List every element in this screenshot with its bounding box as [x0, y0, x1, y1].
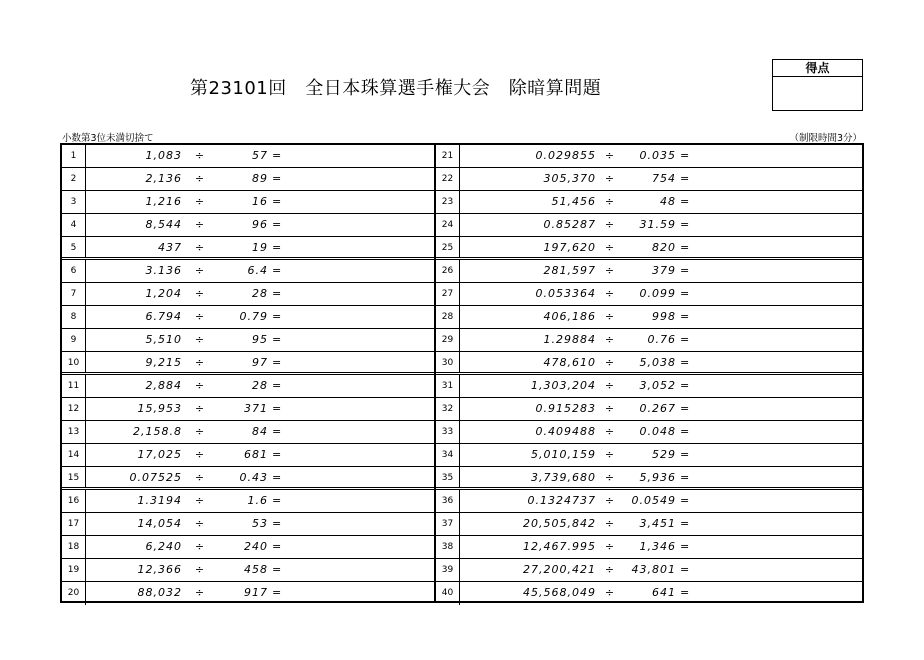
- problem-number: 10: [62, 352, 86, 372]
- dividend: 2,884: [145, 379, 182, 392]
- divide-sign: ÷: [194, 448, 206, 461]
- problem-number: 36: [436, 490, 460, 512]
- answer-field[interactable]: [702, 306, 862, 328]
- divisor: 0.43: [239, 471, 268, 484]
- problem-row: [62, 582, 434, 605]
- problem-row: [436, 582, 862, 605]
- equals-sign: =: [272, 379, 283, 392]
- dividend: 8,544: [145, 218, 182, 231]
- problem-row: [62, 375, 434, 398]
- dividend: 12,467.995: [523, 540, 596, 553]
- answer-field[interactable]: [702, 375, 862, 397]
- problem-number: 35: [436, 467, 460, 487]
- equals-sign: =: [680, 195, 691, 208]
- divisor: 1,346: [639, 540, 676, 553]
- equals-sign: =: [680, 563, 691, 576]
- divide-sign: ÷: [604, 540, 616, 553]
- page-title: 第23101回 全日本珠算選手権大会 除暗算問題: [190, 78, 602, 99]
- problem-number: 37: [436, 513, 460, 535]
- divisor: 96: [252, 218, 268, 231]
- dividend: 88,032: [137, 586, 182, 599]
- problem-column-right: [436, 145, 862, 601]
- problem-number: 30: [436, 352, 460, 372]
- problem-number: 3: [62, 191, 86, 213]
- problem-row: [436, 191, 862, 214]
- divide-sign: ÷: [604, 310, 616, 323]
- answer-field[interactable]: [294, 421, 434, 443]
- divisor: 5,936: [639, 471, 676, 484]
- answer-field[interactable]: [294, 260, 434, 282]
- divisor: 0.048: [639, 425, 676, 438]
- problem-number: 38: [436, 536, 460, 558]
- equals-sign: =: [680, 172, 691, 185]
- divisor: 0.76: [647, 333, 676, 346]
- problem-row: [436, 375, 862, 398]
- score-box: [772, 59, 863, 111]
- answer-field[interactable]: [702, 536, 862, 558]
- dividend: 12,366: [137, 563, 182, 576]
- dividend: 0.07525: [129, 471, 182, 484]
- problem-row: [62, 513, 434, 536]
- problem-number: 22: [436, 168, 460, 190]
- divisor: 681: [244, 448, 268, 461]
- divisor: 5,038: [639, 356, 676, 369]
- divisor: 0.099: [639, 287, 676, 300]
- answer-field[interactable]: [702, 191, 862, 213]
- divide-sign: ÷: [194, 425, 206, 438]
- answer-field[interactable]: [702, 145, 862, 167]
- divide-sign: ÷: [604, 356, 616, 369]
- equals-sign: =: [680, 379, 691, 392]
- divisor: 53: [252, 517, 268, 530]
- answer-field[interactable]: [294, 237, 434, 257]
- dividend: 0.053364: [535, 287, 596, 300]
- problem-number: 27: [436, 283, 460, 305]
- answer-field[interactable]: [294, 444, 434, 466]
- rounding-note: 小数第3位未満切捨て: [62, 133, 154, 144]
- dividend: 27,200,421: [523, 563, 596, 576]
- answer-field[interactable]: [702, 329, 862, 351]
- divisor: 19: [252, 241, 268, 254]
- divisor: 84: [252, 425, 268, 438]
- problem-number: 11: [62, 375, 86, 397]
- dividend: 6,240: [145, 540, 182, 553]
- problem-number: 40: [436, 582, 460, 605]
- answer-field[interactable]: [702, 467, 862, 487]
- problem-number: 39: [436, 559, 460, 581]
- equals-sign: =: [272, 471, 283, 484]
- dividend: 0.029855: [535, 149, 596, 162]
- equals-sign: =: [272, 586, 283, 599]
- dividend: 5,010,159: [531, 448, 596, 461]
- problem-row: [62, 214, 434, 237]
- divisor: 43,801: [631, 563, 676, 576]
- problem-number: 15: [62, 467, 86, 487]
- problem-row: [436, 214, 862, 237]
- answer-field[interactable]: [294, 191, 434, 213]
- divisor: 998: [652, 310, 676, 323]
- problem-number: 23: [436, 191, 460, 213]
- equals-sign: =: [680, 448, 691, 461]
- answer-field[interactable]: [702, 214, 862, 236]
- score-label: 得点: [773, 60, 862, 77]
- problem-number: 5: [62, 237, 86, 257]
- divisor: 3,451: [639, 517, 676, 530]
- answer-field[interactable]: [702, 582, 862, 605]
- problem-row: [62, 467, 434, 490]
- answer-field[interactable]: [294, 306, 434, 328]
- divisor: 95: [252, 333, 268, 346]
- dividend: 3.136: [145, 264, 182, 277]
- answer-field[interactable]: [702, 237, 862, 257]
- answer-field[interactable]: [294, 283, 434, 305]
- problem-sheet: [60, 143, 864, 603]
- divide-sign: ÷: [194, 241, 206, 254]
- problem-row: [62, 191, 434, 214]
- divisor: 28: [252, 287, 268, 300]
- problem-number: 4: [62, 214, 86, 236]
- divide-sign: ÷: [194, 471, 206, 484]
- divide-sign: ÷: [194, 356, 206, 369]
- problem-number: 31: [436, 375, 460, 397]
- problem-number: 21: [436, 145, 460, 167]
- divide-sign: ÷: [604, 402, 616, 415]
- divisor: 16: [252, 195, 268, 208]
- divisor: 0.035: [639, 149, 676, 162]
- problem-number: 20: [62, 582, 86, 605]
- divide-sign: ÷: [194, 287, 206, 300]
- problem-row: [62, 421, 434, 444]
- problem-number: 26: [436, 260, 460, 282]
- divisor: 31.59: [639, 218, 676, 231]
- answer-field[interactable]: [702, 513, 862, 535]
- problem-row: [436, 421, 862, 444]
- divisor: 28: [252, 379, 268, 392]
- divisor: 89: [252, 172, 268, 185]
- answer-field[interactable]: [294, 513, 434, 535]
- divide-sign: ÷: [194, 540, 206, 553]
- divide-sign: ÷: [194, 149, 206, 162]
- equals-sign: =: [680, 402, 691, 415]
- divide-sign: ÷: [604, 448, 616, 461]
- divide-sign: ÷: [604, 425, 616, 438]
- divide-sign: ÷: [604, 172, 616, 185]
- dividend: 0.1324737: [527, 494, 596, 507]
- equals-sign: =: [272, 425, 283, 438]
- divisor: 240: [244, 540, 268, 553]
- divide-sign: ÷: [194, 586, 206, 599]
- dividend: 6.794: [145, 310, 182, 323]
- problem-row: [436, 467, 862, 490]
- answer-field[interactable]: [294, 145, 434, 167]
- problem-row: [436, 444, 862, 467]
- equals-sign: =: [272, 310, 283, 323]
- dividend: 281,597: [543, 264, 596, 277]
- time-limit-note: （制限時間3分）: [789, 133, 862, 144]
- problem-row: [436, 260, 862, 283]
- problem-number: 1: [62, 145, 86, 167]
- answer-field[interactable]: [294, 168, 434, 190]
- equals-sign: =: [272, 494, 283, 507]
- divisor: 3,052: [639, 379, 676, 392]
- problem-number: 6: [62, 260, 86, 282]
- equals-sign: =: [272, 333, 283, 346]
- dividend: 0.915283: [535, 402, 596, 415]
- problem-row: [62, 536, 434, 559]
- dividend: 17,025: [137, 448, 182, 461]
- dividend: 1.29884: [543, 333, 596, 346]
- equals-sign: =: [680, 310, 691, 323]
- answer-field[interactable]: [702, 398, 862, 420]
- problem-number: 24: [436, 214, 460, 236]
- answer-field[interactable]: [702, 559, 862, 581]
- problem-number: 14: [62, 444, 86, 466]
- dividend: 15,953: [137, 402, 182, 415]
- divisor: 371: [244, 402, 268, 415]
- problem-row: [62, 145, 434, 168]
- answer-field[interactable]: [294, 536, 434, 558]
- answer-field[interactable]: [702, 352, 862, 372]
- problem-number: 2: [62, 168, 86, 190]
- divisor: 0.0549: [631, 494, 676, 507]
- answer-field[interactable]: [294, 329, 434, 351]
- dividend: 437: [158, 241, 182, 254]
- problem-number: 13: [62, 421, 86, 443]
- divide-sign: ÷: [604, 287, 616, 300]
- equals-sign: =: [680, 356, 691, 369]
- divide-sign: ÷: [604, 379, 616, 392]
- divide-sign: ÷: [194, 494, 206, 507]
- equals-sign: =: [680, 287, 691, 300]
- divisor: 57: [252, 149, 268, 162]
- equals-sign: =: [680, 586, 691, 599]
- answer-field[interactable]: [702, 283, 862, 305]
- divide-sign: ÷: [194, 310, 206, 323]
- problem-row: [436, 329, 862, 352]
- answer-field[interactable]: [702, 168, 862, 190]
- dividend: 45,568,049: [523, 586, 596, 599]
- problem-column-left: [62, 145, 434, 601]
- divide-sign: ÷: [604, 471, 616, 484]
- equals-sign: =: [680, 264, 691, 277]
- problem-number: 29: [436, 329, 460, 351]
- equals-sign: =: [272, 241, 283, 254]
- divisor: 6.4: [247, 264, 268, 277]
- dividend: 3,739,680: [531, 471, 596, 484]
- answer-field[interactable]: [702, 260, 862, 282]
- divide-sign: ÷: [604, 195, 616, 208]
- divisor: 97: [252, 356, 268, 369]
- problem-row: [62, 237, 434, 260]
- equals-sign: =: [680, 149, 691, 162]
- answer-field[interactable]: [294, 352, 434, 372]
- divisor: 458: [244, 563, 268, 576]
- equals-sign: =: [680, 494, 691, 507]
- divisor: 1.6: [247, 494, 268, 507]
- divisor: 917: [244, 586, 268, 599]
- answer-field[interactable]: [294, 214, 434, 236]
- dividend: 478,610: [543, 356, 596, 369]
- answer-field[interactable]: [294, 467, 434, 487]
- dividend: 5,510: [145, 333, 182, 346]
- divisor: 641: [652, 586, 676, 599]
- equals-sign: =: [272, 264, 283, 277]
- problem-row: [436, 536, 862, 559]
- problem-row: [436, 283, 862, 306]
- dividend: 1.3194: [137, 494, 182, 507]
- divide-sign: ÷: [194, 402, 206, 415]
- answer-field[interactable]: [294, 375, 434, 397]
- score-entry-area[interactable]: [773, 77, 862, 111]
- equals-sign: =: [272, 195, 283, 208]
- divide-sign: ÷: [194, 333, 206, 346]
- problem-number: 17: [62, 513, 86, 535]
- problem-row: [62, 329, 434, 352]
- problem-row: [62, 352, 434, 375]
- problem-row: [436, 306, 862, 329]
- divisor: 529: [652, 448, 676, 461]
- divide-sign: ÷: [194, 195, 206, 208]
- answer-field[interactable]: [702, 421, 862, 443]
- answer-field[interactable]: [702, 444, 862, 466]
- equals-sign: =: [272, 402, 283, 415]
- problem-row: [62, 168, 434, 191]
- problem-number: 25: [436, 237, 460, 257]
- equals-sign: =: [680, 425, 691, 438]
- divide-sign: ÷: [194, 264, 206, 277]
- problem-row: [436, 352, 862, 375]
- dividend: 0.409488: [535, 425, 596, 438]
- dividend: 14,054: [137, 517, 182, 530]
- answer-field[interactable]: [294, 559, 434, 581]
- equals-sign: =: [272, 448, 283, 461]
- answer-field[interactable]: [294, 490, 434, 512]
- problem-number: 16: [62, 490, 86, 512]
- problem-number: 9: [62, 329, 86, 351]
- divide-sign: ÷: [604, 517, 616, 530]
- problem-row: [62, 490, 434, 513]
- divide-sign: ÷: [604, 218, 616, 231]
- dividend: 305,370: [543, 172, 596, 185]
- dividend: 9,215: [145, 356, 182, 369]
- divide-sign: ÷: [194, 563, 206, 576]
- divisor: 0.79: [239, 310, 268, 323]
- problem-row: [436, 168, 862, 191]
- problem-number: 28: [436, 306, 460, 328]
- answer-field[interactable]: [294, 398, 434, 420]
- problem-row: [436, 398, 862, 421]
- problem-row: [62, 306, 434, 329]
- equals-sign: =: [680, 333, 691, 346]
- divisor: 820: [652, 241, 676, 254]
- equals-sign: =: [272, 540, 283, 553]
- divide-sign: ÷: [604, 241, 616, 254]
- divisor: 48: [660, 195, 676, 208]
- equals-sign: =: [272, 172, 283, 185]
- equals-sign: =: [680, 218, 691, 231]
- problem-row: [62, 283, 434, 306]
- problem-row: [436, 145, 862, 168]
- problem-row: [436, 490, 862, 513]
- equals-sign: =: [272, 218, 283, 231]
- dividend: 1,204: [145, 287, 182, 300]
- divide-sign: ÷: [604, 494, 616, 507]
- dividend: 197,620: [543, 241, 596, 254]
- problem-row: [436, 559, 862, 582]
- divisor: 754: [652, 172, 676, 185]
- divide-sign: ÷: [194, 218, 206, 231]
- dividend: 2,136: [145, 172, 182, 185]
- equals-sign: =: [272, 149, 283, 162]
- problem-row: [62, 398, 434, 421]
- dividend: 406,186: [543, 310, 596, 323]
- problem-number: 8: [62, 306, 86, 328]
- dividend: 1,303,204: [531, 379, 596, 392]
- divide-sign: ÷: [604, 333, 616, 346]
- dividend: 0.85287: [543, 218, 596, 231]
- problem-number: 12: [62, 398, 86, 420]
- equals-sign: =: [272, 517, 283, 530]
- problem-row: [436, 237, 862, 260]
- divide-sign: ÷: [604, 586, 616, 599]
- equals-sign: =: [272, 287, 283, 300]
- divide-sign: ÷: [194, 172, 206, 185]
- problem-number: 19: [62, 559, 86, 581]
- divide-sign: ÷: [194, 379, 206, 392]
- dividend: 51,456: [551, 195, 596, 208]
- equals-sign: =: [680, 517, 691, 530]
- equals-sign: =: [272, 563, 283, 576]
- problem-number: 32: [436, 398, 460, 420]
- equals-sign: =: [680, 540, 691, 553]
- problem-row: [436, 513, 862, 536]
- dividend: 2,158.8: [133, 425, 182, 438]
- problem-row: [62, 444, 434, 467]
- problem-row: [62, 260, 434, 283]
- problem-number: 34: [436, 444, 460, 466]
- dividend: 20,505,842: [523, 517, 596, 530]
- equals-sign: =: [680, 471, 691, 484]
- problem-number: 18: [62, 536, 86, 558]
- dividend: 1,216: [145, 195, 182, 208]
- divide-sign: ÷: [604, 149, 616, 162]
- answer-field[interactable]: [702, 490, 862, 512]
- divide-sign: ÷: [604, 563, 616, 576]
- problem-row: [62, 559, 434, 582]
- answer-field[interactable]: [294, 582, 434, 605]
- divide-sign: ÷: [604, 264, 616, 277]
- divisor: 0.267: [639, 402, 676, 415]
- problem-number: 33: [436, 421, 460, 443]
- divisor: 379: [652, 264, 676, 277]
- divide-sign: ÷: [194, 517, 206, 530]
- equals-sign: =: [272, 356, 283, 369]
- dividend: 1,083: [145, 149, 182, 162]
- problem-number: 7: [62, 283, 86, 305]
- equals-sign: =: [680, 241, 691, 254]
